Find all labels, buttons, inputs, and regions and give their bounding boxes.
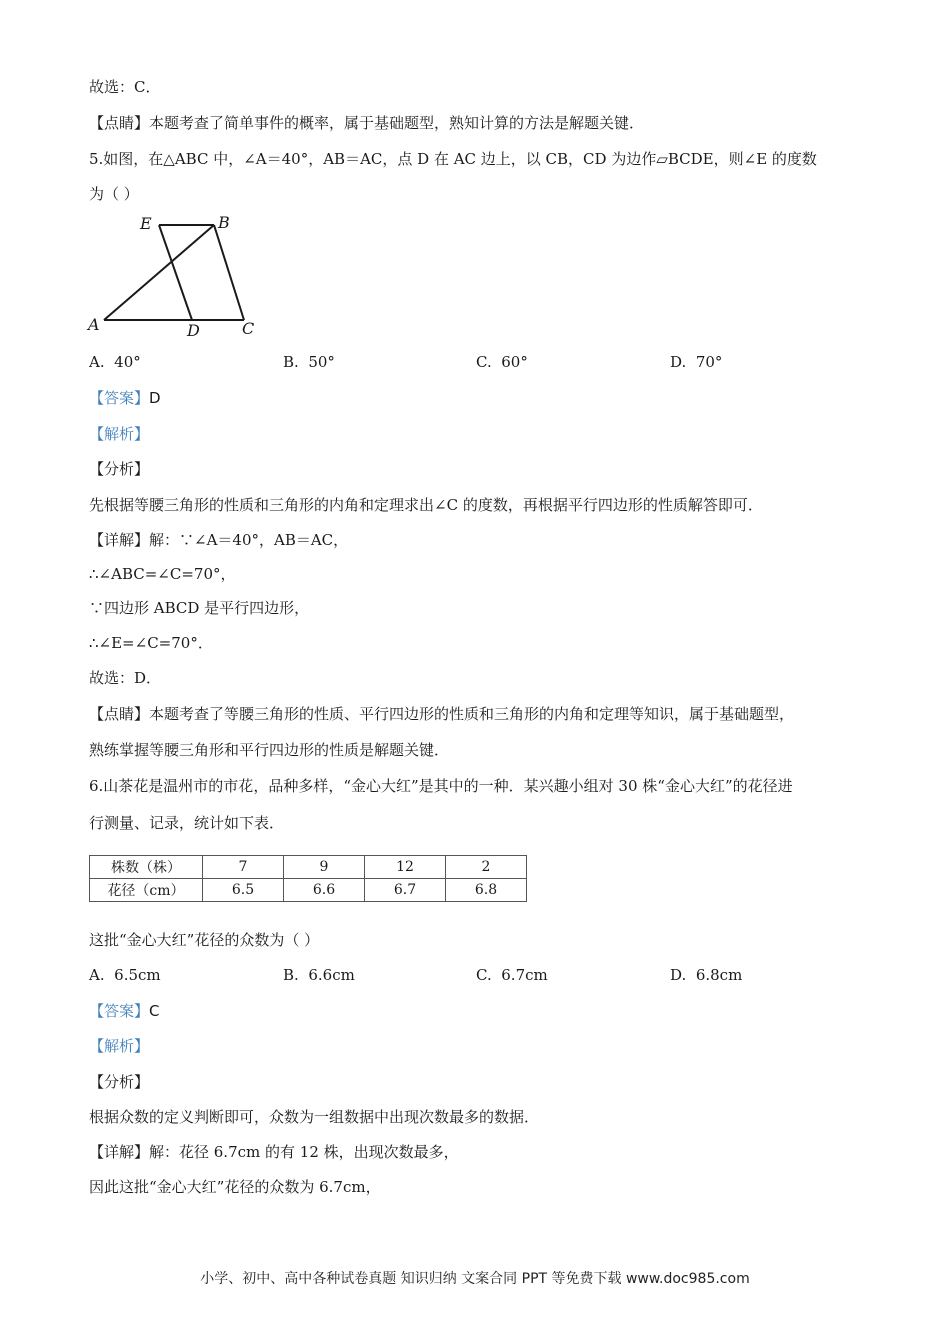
label-e: E [140, 214, 152, 233]
segment-ab [104, 225, 214, 320]
answer-tag: 【答案】 [89, 1002, 150, 1020]
option-letter: C. [476, 966, 492, 984]
option-letter: D. [670, 353, 687, 371]
table-header-cell: 株数（株） [90, 856, 203, 879]
table-cell: 6.8 [446, 879, 527, 902]
q5-detail-4: ∴∠E=∠C=70°． [89, 634, 213, 652]
q6-answer [89, 1001, 160, 1021]
q6-stem-line1: 6.山茶花是温州市的市花，品种多样，“金心大红”是其中的一种．某兴趣小组对 30 株“金心大红”的花径进 [89, 777, 793, 795]
q6-detail-2: 因此这批“金心大红”花径的众数为 6.7cm， [89, 1178, 381, 1196]
table-header-cell: 花径（cm） [90, 879, 203, 902]
q6-option-b[interactable] [283, 965, 355, 985]
answer-value: D [149, 389, 161, 407]
q5-geometry-figure [84, 210, 264, 340]
q6-detail-1: 【详解】解：花径 6.7cm 的有 12 株，出现次数最多， [89, 1143, 459, 1161]
prev-choose-line: 故选：C． [89, 78, 161, 96]
table-cell: 6.6 [284, 879, 365, 902]
table-cell: 9 [284, 856, 365, 879]
q5-option-b[interactable] [283, 352, 335, 372]
q5-answer [89, 388, 161, 408]
q5-detail-3: ∵四边形 ABCD 是平行四边形， [89, 599, 310, 617]
table-cell: 7 [203, 856, 284, 879]
q5-analysis-tag: 【解析】 [89, 425, 150, 443]
q5-choose: 故选：D． [89, 669, 162, 687]
q6-option-a[interactable] [89, 965, 161, 985]
q6-question: 这批“金心大红”花径的众数为（ ） [89, 931, 320, 949]
label-c: C [242, 319, 255, 338]
q5-option-c[interactable] [476, 352, 528, 372]
prev-dianjing-line: 【点睛】本题考查了简单事件的概率，属于基础题型，熟知计算的方法是解题关键． [89, 114, 645, 132]
option-text: 6.5cm [114, 966, 161, 984]
table-cell: 6.5 [203, 879, 284, 902]
option-text: 60° [501, 353, 528, 371]
q6-fenxi-text: 根据众数的定义判断即可，众数为一组数据中出现次数最多的数据． [89, 1108, 540, 1126]
table-cell: 2 [446, 856, 527, 879]
q5-detail-2: ∴∠ABC=∠C=70°， [89, 565, 236, 583]
table-cell: 6.7 [365, 879, 446, 902]
option-letter: B. [283, 353, 299, 371]
option-letter: C. [476, 353, 492, 371]
option-text: 40° [114, 353, 141, 371]
answer-tag: 【答案】 [89, 389, 150, 407]
q5-fenxi-tag: 【分析】 [89, 460, 150, 478]
option-letter: B. [283, 966, 299, 984]
option-letter: D. [670, 966, 687, 984]
q6-option-d[interactable] [670, 965, 742, 985]
table-cell: 12 [365, 856, 446, 879]
option-text: 6.8cm [695, 966, 743, 984]
segment-bc [214, 225, 244, 320]
label-a: A [88, 315, 100, 334]
q6-data-table [89, 855, 527, 902]
q5-detail-1: 【详解】解：∵∠A＝40°，AB＝AC， [89, 531, 349, 549]
option-text: 70° [695, 353, 723, 371]
option-text: 6.6cm [308, 966, 355, 984]
q5-fenxi-text: 先根据等腰三角形的性质和三角形的内角和定理求出∠C 的度数，再根据平行四边形的性质解答即可． [89, 496, 763, 514]
table-row [90, 879, 527, 902]
option-letter: A. [89, 353, 105, 371]
q5-option-d[interactable] [670, 352, 722, 372]
q5-stem-line2: 为（ ） [89, 185, 139, 203]
q5-dianjing-2: 熟练掌握等腰三角形和平行四边形的性质是解题关键． [89, 741, 450, 759]
segment-ed [159, 225, 192, 320]
q5-dianjing-1: 【点睛】本题考查了等腰三角形的性质、平行四边形的性质和三角形的内角和定理等知识，属于基础题型， [89, 705, 795, 723]
q5-option-a[interactable] [89, 352, 141, 372]
option-letter: A. [89, 966, 105, 984]
answer-value: C [149, 1002, 160, 1020]
label-d: D [187, 321, 200, 340]
label-b: B [218, 213, 230, 232]
q6-fenxi-tag: 【分析】 [89, 1073, 150, 1091]
q6-stem-line2: 行测量、记录，统计如下表． [89, 814, 285, 832]
q5-stem-line1: 5.如图，在△ABC 中，∠A＝40°，AB＝AC，点 D 在 AC 边上，以 CB，CD 为边作▱BCDE，则∠E 的度数 [89, 150, 817, 168]
option-text: 6.7cm [501, 966, 548, 984]
q6-option-c[interactable] [476, 965, 548, 985]
table-row [90, 856, 527, 879]
page-footer: 小学、初中、高中各种试卷真题 知识归纳 文案合同 PPT 等免费下载 www.doc985.com [200, 1271, 750, 1287]
q6-analysis-tag: 【解析】 [89, 1037, 150, 1055]
option-text: 50° [308, 353, 335, 371]
